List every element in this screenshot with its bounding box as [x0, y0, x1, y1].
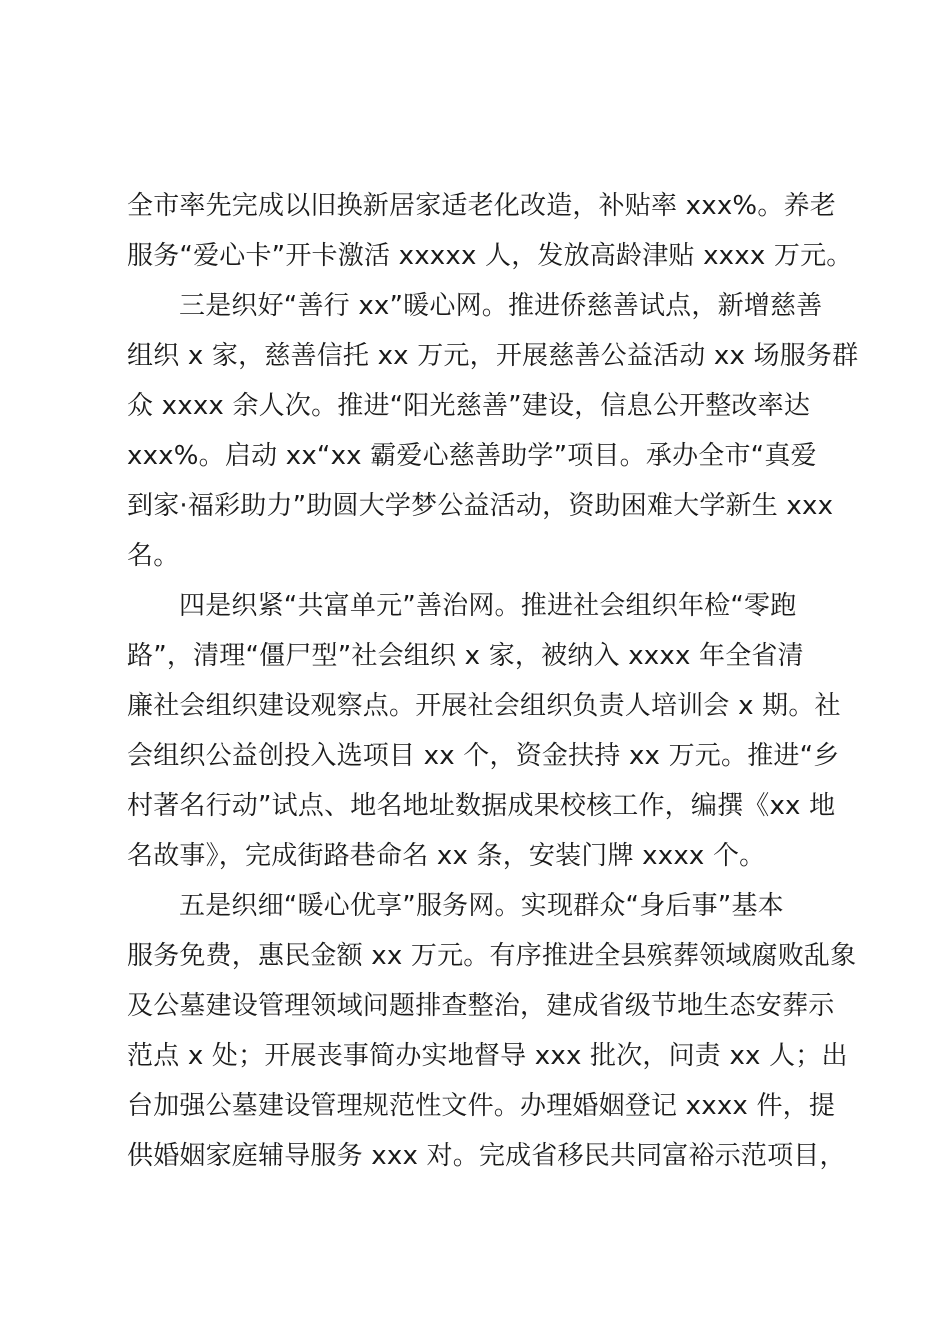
text-line: 范点 x 处；开展丧事简办实地督导 xxx 批次，问责 xx 人；出: [127, 1041, 848, 1071]
text-line: 名。: [127, 541, 180, 571]
text-line: 到家·福彩助力”助圆大学梦公益活动，资助困难大学新生 xxx: [127, 491, 834, 521]
text-line: 服务“爱心卡”开卡激活 xxxxx 人，发放高龄津贴 xxxx 万元。: [127, 241, 853, 271]
text-line: 村著名行动”试点、地名地址数据成果校核工作，编撰《xx 地: [127, 791, 836, 821]
text-line: 众 xxxx 余人次。推进“阳光慈善”建设，信息公开整改率达: [127, 391, 811, 421]
text-line: xxx%。启动 xx“xx 霸爱心慈善助学”项目。承办全市“真爱: [127, 441, 817, 471]
text-line: 供婚姻家庭辅导服务 xxx 对。完成省移民共同富裕示范项目，: [127, 1141, 846, 1171]
paragraph-start-line: 三是织好“善行 xx”暖心网。推进侨慈善试点，新增慈善: [179, 291, 823, 321]
text-line: 及公墓建设管理领域问题排查整治，建成省级节地生态安葬示: [127, 991, 835, 1021]
paragraph-start-line: 四是织紧“共富单元”善治网。推进社会组织年检“零跑: [179, 591, 797, 621]
text-line: 服务免费，惠民金额 xx 万元。有序推进全县殡葬领域腐败乱象: [127, 941, 857, 971]
text-line: 会组织公益创投入选项目 xx 个，资金扶持 xx 万元。推进“乡: [127, 741, 840, 771]
text-line: 组织 x 家，慈善信托 xx 万元，开展慈善公益活动 xx 场服务群: [127, 341, 859, 371]
text-line: 名故事》，完成街路巷命名 xx 条，安装门牌 xxxx 个。: [127, 841, 766, 871]
text-line: 全市率先完成以旧换新居家适老化改造，补贴率 xxx%。养老: [127, 191, 836, 221]
text-line: 台加强公墓建设管理规范性文件。办理婚姻登记 xxxx 件，提: [127, 1091, 836, 1121]
document-body: [127, 181, 859, 1181]
text-line: 路”，清理“僵尸型”社会组织 x 家，被纳入 xxxx 年全省清: [127, 641, 804, 671]
paragraph-start-line: 五是织细“暖心优享”服务网。实现群众“身后事”基本: [179, 891, 784, 921]
text-line: 廉社会组织建设观察点。开展社会组织负责人培训会 x 期。社: [127, 691, 841, 721]
